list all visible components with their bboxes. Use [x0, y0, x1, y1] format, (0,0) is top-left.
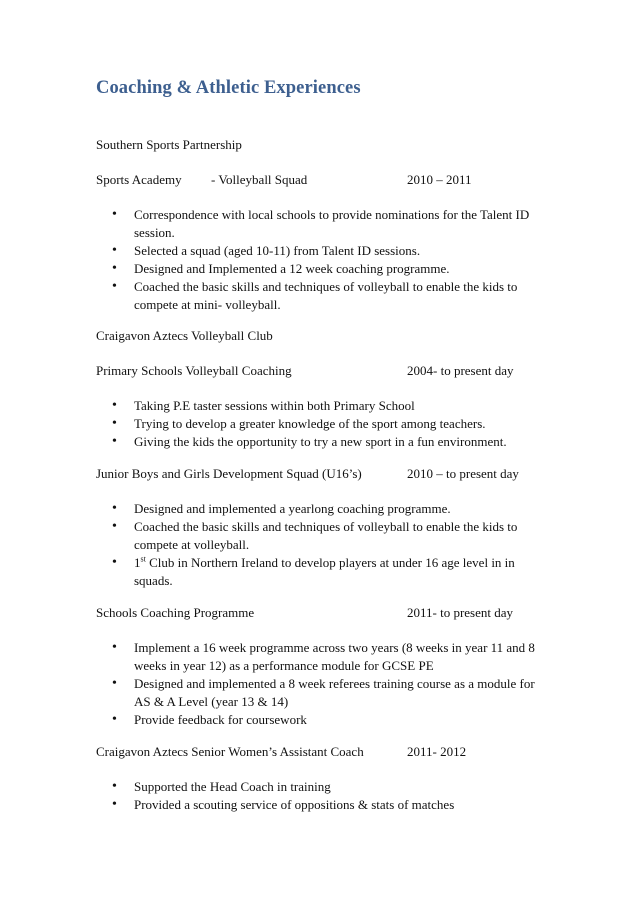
entry-role: Sports Academy	[96, 172, 182, 187]
entry-detail: - Volleyball Squad	[211, 172, 308, 187]
list-item: • Designed and implemented a 8 week referees training course as a module for AS & A Level (year 13 & 14)	[110, 675, 540, 711]
list-item: • Taking P.E taster sessions within both Primary School	[110, 397, 540, 415]
list-item: • Giving the kids the opportunity to try a new sport in a fun environment.	[110, 433, 540, 451]
list-item: • Designed and Implemented a 12 week coaching programme.	[110, 260, 540, 278]
entry-senior-bullets	[110, 778, 540, 814]
entry-date: 2004- to present day	[407, 363, 514, 378]
list-item: • Designed and implemented a yearlong coaching programme.	[110, 500, 540, 518]
org-name: Craigavon Aztecs Volleyball Club	[96, 328, 273, 343]
list-item: • Implement a 16 week programme across two years (8 weeks in year 11 and 8 weeks in year 12) as a performance module for GCSE PE	[110, 639, 540, 675]
entry-role: Craigavon Aztecs Senior Women’s Assistant Coach	[96, 744, 364, 759]
entry-date: 2010 – to present day	[407, 466, 519, 481]
list-item: • Provide feedback for coursework	[110, 711, 540, 729]
entry-schools-bullets	[110, 639, 540, 729]
entry-role: Junior Boys and Girls Development Squad (U16’s)	[96, 466, 362, 481]
list-item	[110, 554, 540, 590]
ordinal-number: 1	[134, 555, 141, 570]
org-southern	[96, 136, 242, 154]
list-item: • Supported the Head Coach in training	[110, 778, 540, 796]
org-name: Southern Sports Partnership	[96, 137, 242, 152]
ordinal-suffix: st	[140, 554, 146, 564]
list-item: • Correspondence with local schools to provide nominations for the Talent ID session.	[110, 206, 540, 242]
list-item: • Provided a scouting service of oppositions & stats of matches	[110, 796, 540, 814]
entry-role: Primary Schools Volleyball Coaching	[96, 363, 292, 378]
list-item: • Trying to develop a greater knowledge of the sport among teachers.	[110, 415, 540, 433]
list-item: • Selected a squad (aged 10-11) from Talent ID sessions.	[110, 242, 540, 260]
entry-academy-bullets	[110, 206, 540, 314]
entry-role: Schools Coaching Programme	[96, 605, 255, 620]
entry-date: 2010 – 2011	[407, 172, 472, 187]
entry-junior-bullets	[110, 500, 540, 590]
list-item-text: Club in Northern Ireland to develop players at under 16 age level in in squads.	[134, 555, 515, 588]
list-item: • Coached the basic skills and techniques of volleyball to enable the kids to compete at volleyball.	[110, 518, 540, 554]
org-craigavon	[96, 327, 273, 345]
entry-date: 2011- to present day	[407, 605, 514, 620]
entry-date: 2011- 2012	[407, 744, 467, 759]
section-heading: Coaching & Athletic Experiences	[96, 78, 361, 98]
list-item: • Coached the basic skills and techniques of volleyball to enable the kids to compete at mini- volleyball.	[110, 278, 540, 314]
entry-primary-bullets	[110, 397, 540, 451]
